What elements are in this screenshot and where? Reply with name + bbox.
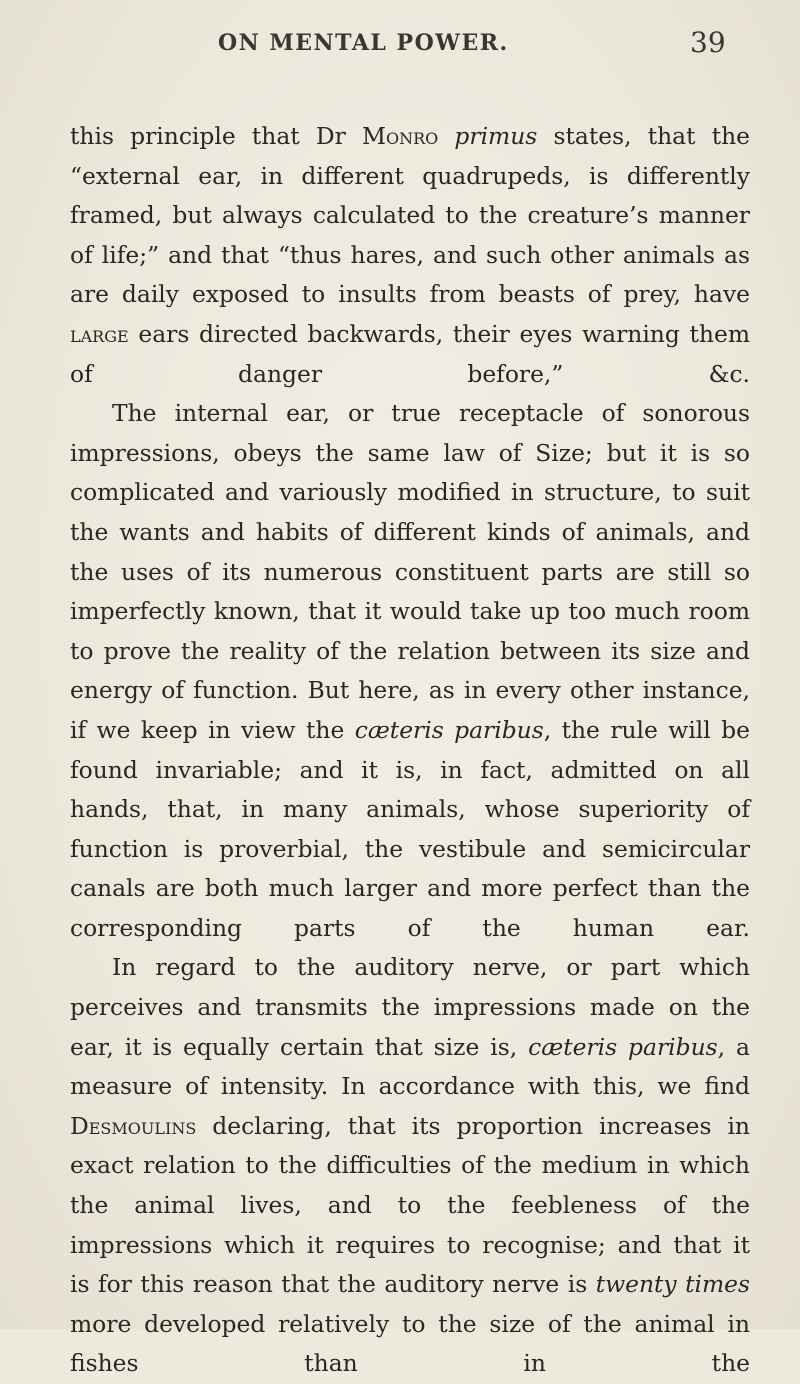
p3-text-c: declaring, that its proportion increases in exact relation to the difficulties of the medium in which the animal lives, and to the feebleness of the impressions which it requires to recognise; and that it is for this reason that the auditory nerve is bbox=[70, 1111, 750, 1299]
emphasis-large: large bbox=[70, 319, 129, 348]
p1-text-d: ears directed backwards, their eyes warning them of danger before,” &c. bbox=[70, 319, 750, 388]
p3-text-a: In regard to the auditory nerve, or part which perceives and transmits the impressions made on the ear, it is equally certain that size is, bbox=[70, 953, 750, 1061]
paragraph-3 bbox=[70, 948, 750, 1384]
author-desmoulins: Desmoulins bbox=[70, 1111, 197, 1140]
p3-text-d: more developed relatively to the size of the animal in fishes than in the bbox=[70, 1309, 750, 1378]
term-caeteris-paribus-2: cæteris paribus bbox=[528, 1032, 718, 1061]
p1-text-b bbox=[438, 122, 454, 150]
paragraph-1 bbox=[70, 117, 750, 394]
term-caeteris-paribus-1: cæteris paribus bbox=[354, 715, 544, 744]
page-number: 39 bbox=[690, 26, 726, 59]
p2-text-b: , the rule will be found invariable; and it is, in fact, admitted on all hands, that, in many animals, whose superiority of function is proverbial, the vestibule and semicircular canals are both much larger and more perfect than the corresponding parts of the human ear. bbox=[70, 715, 750, 942]
author-monro: Monro bbox=[362, 122, 439, 150]
p2-text-a: The internal ear, or true receptacle of sonorous impressions, obeys the same law of Size; but it is so complicated and variously modified in structure, to suit the wants and habits of different kinds of animals, and the uses of its numerous constituent parts are still so imperfectly known, that it would take up too much room to prove the reality of the relation between its size and energy of function. But here, as in every other instance, if we keep in view the bbox=[70, 399, 750, 744]
paragraph-2 bbox=[70, 394, 750, 948]
term-primus: primus bbox=[454, 122, 538, 150]
p1-text-a: this principle that Dr bbox=[70, 122, 362, 150]
page-body bbox=[70, 117, 750, 1384]
p3-text-b: , a measure of intensity. In accordance with this, we find bbox=[70, 1032, 750, 1101]
running-head: ON MENTAL POWER. bbox=[218, 30, 509, 56]
p1-text-c: states, that the “external ear, in different quadrupeds, is differently framed, but always calculated to the creature’s manner of life;” and that “thus hares, and such other animals as are daily exposed to insults from beasts of prey, have bbox=[70, 122, 751, 309]
page-header bbox=[0, 26, 800, 70]
emphasis-twenty-times: twenty times bbox=[595, 1270, 750, 1299]
